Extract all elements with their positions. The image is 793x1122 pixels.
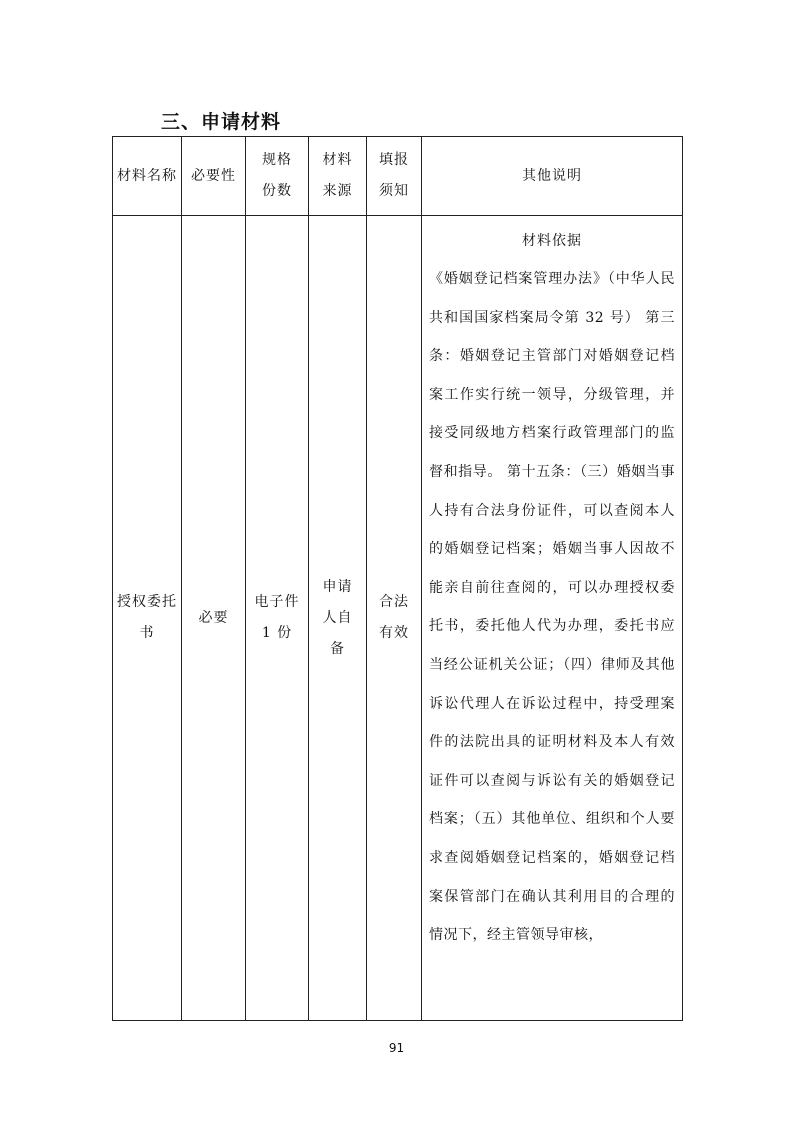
header-spec: 规格份数	[262, 152, 292, 199]
header-cell-required	[182, 137, 246, 216]
material-name: 授权委托书	[117, 594, 177, 641]
table-row	[113, 216, 683, 1021]
cell-spec	[246, 216, 309, 1021]
header-source: 材料来源	[322, 152, 353, 199]
header-fill: 填报须知	[379, 152, 409, 199]
notes-body: 《婚姻登记档案管理办法》（中华人民共和国国家档案局令第 32 号） 第三条：婚姻登记主管部门对婚姻登记档案工作实行统一领导，分级管理，并接受同级地方档案行政管理部门的监督和指导。 第十五条：（三）婚姻当事人持有合法身份证件，可以查阅本人的婚姻登记档案；婚姻当事人因故不能亲自前往查阅的，可以办理授权委托书，委托他人代为办理，委托书应当经公证机关公证；（四）律师及其他诉讼代理人在诉讼过程中，持受理案件的法院出具的证明材料及本人有效证件可以查阅与诉讼有关的婚姻登记档案；（五）其他单位、组织和个人要求查阅婚姻登记档案的，婚姻登记档案保管部门在确认其利用目的合理的情况下，经主管领导审核，	[429, 271, 675, 944]
material-spec: 电子件 1 份	[254, 594, 300, 641]
material-fill: 合法有效	[379, 594, 409, 641]
header-cell-spec	[246, 137, 309, 216]
cell-notes	[422, 216, 683, 1021]
table-header-row	[113, 137, 683, 216]
material-required: 必要	[198, 609, 229, 626]
cell-source	[309, 216, 367, 1021]
header-name: 材料名称	[117, 167, 177, 184]
header-cell-name	[113, 137, 182, 216]
header-notes: 其他说明	[522, 167, 582, 184]
page-number: 91	[388, 1041, 405, 1055]
header-required: 必要性	[191, 167, 236, 184]
section-title: 三、申请材料	[161, 111, 282, 133]
notes-title: 材料依据	[522, 233, 582, 249]
cell-name	[113, 216, 182, 1021]
cell-required	[182, 216, 246, 1021]
materials-table	[112, 136, 683, 1021]
cell-fill	[367, 216, 422, 1021]
header-cell-fill	[367, 137, 422, 216]
header-cell-notes	[422, 137, 683, 216]
material-source: 申请人自备	[322, 578, 353, 657]
header-cell-source	[309, 137, 367, 216]
